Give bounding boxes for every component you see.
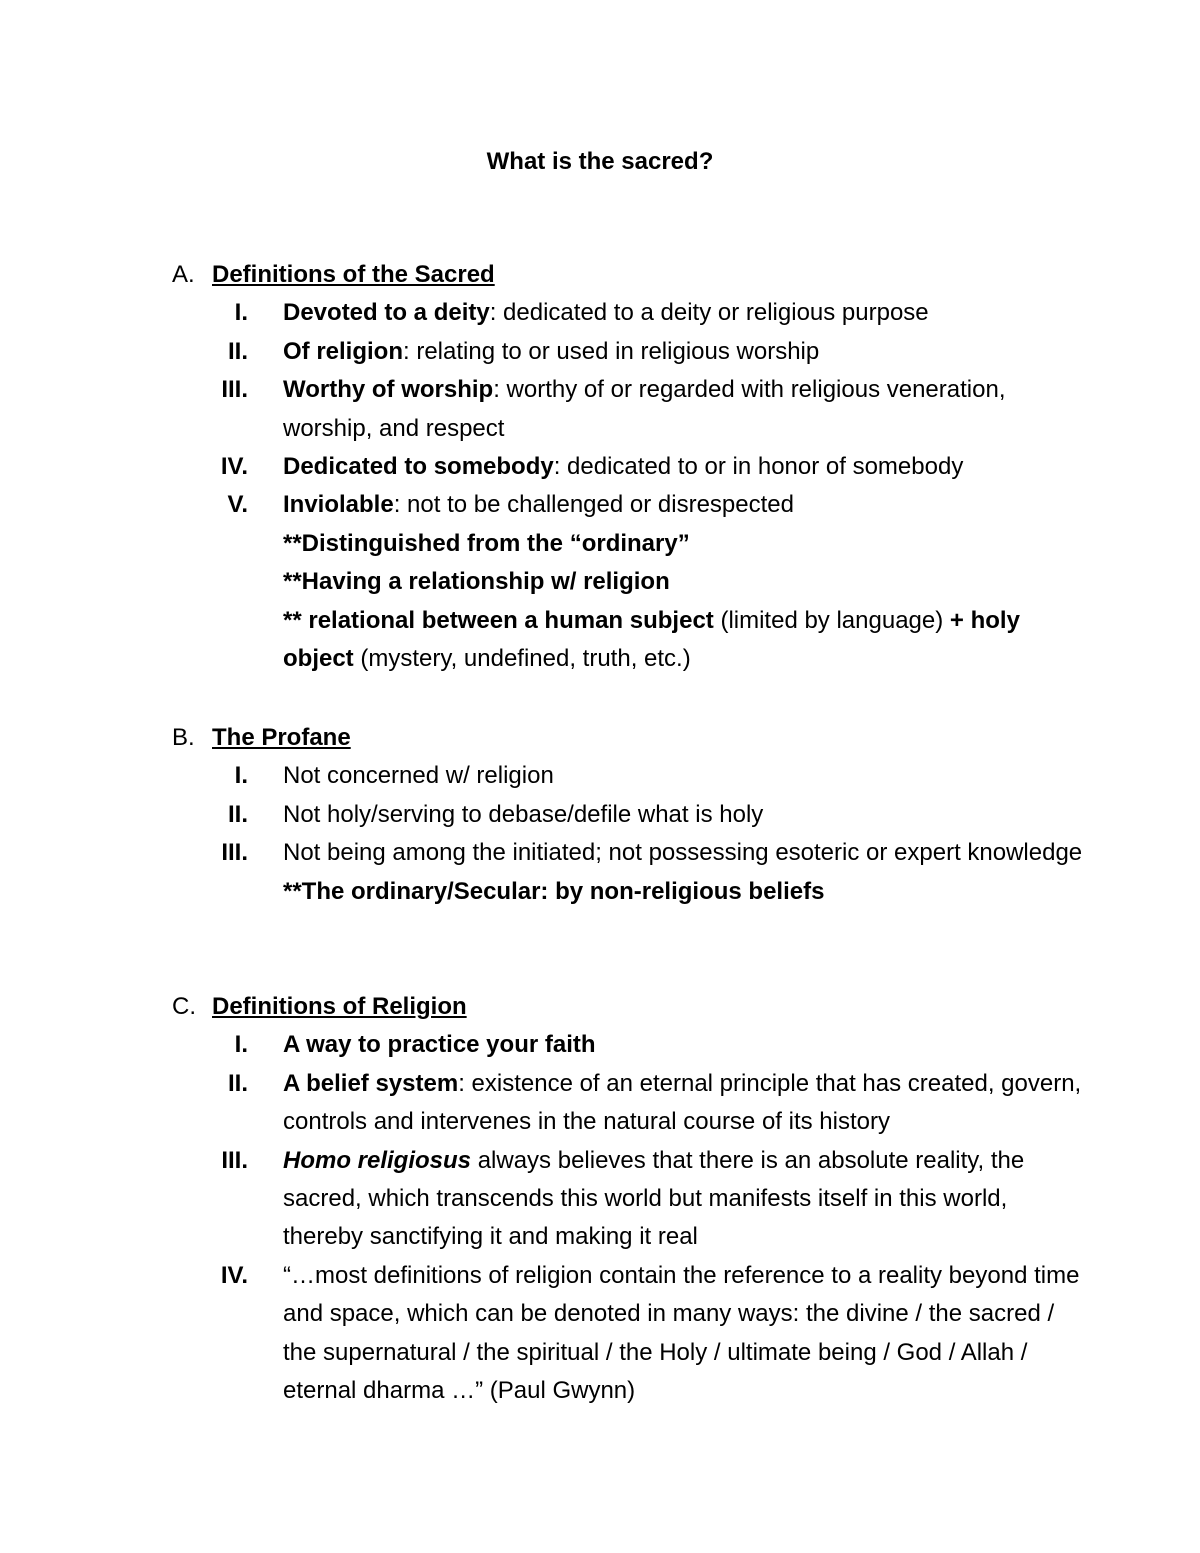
item-term: Of religion xyxy=(283,337,403,365)
list-item xyxy=(0,1065,1200,1142)
item-number: II. xyxy=(227,337,248,365)
section-letter: A. xyxy=(172,261,195,288)
item-number: III. xyxy=(221,376,248,404)
note-secular: **The ordinary/Secular: by non-religious beliefs xyxy=(283,877,825,905)
list-item xyxy=(0,1142,1200,1257)
list-item xyxy=(0,757,1200,795)
note-distinguished: **Distinguished from the “ordinary” xyxy=(283,529,690,557)
section-letter: B. xyxy=(172,724,195,751)
item-number: II. xyxy=(227,1069,248,1097)
section-definitions-religion xyxy=(0,988,1200,1410)
list-item xyxy=(0,1026,1200,1064)
section-heading: Definitions of Religion xyxy=(212,993,467,1020)
list-item xyxy=(0,486,1200,524)
list-item xyxy=(0,796,1200,834)
note-relationship: **Having a relationship w/ religion xyxy=(283,568,670,596)
note-relational xyxy=(283,602,1083,679)
item-text: Not concerned w/ religion xyxy=(283,762,554,790)
item-term: Homo religiosus xyxy=(283,1146,472,1174)
item-number: II. xyxy=(227,800,248,828)
page-title: What is the sacred? xyxy=(486,148,714,175)
list-item xyxy=(0,371,1200,448)
item-term: Devoted to a deity xyxy=(283,299,490,327)
item-definition: : not to be challenged or disrespected xyxy=(393,491,794,519)
note-plain-text: (mystery, undefined, truth, etc.) xyxy=(353,645,691,673)
item-number: I. xyxy=(234,762,248,790)
item-definition: : relating to or used in religious worship xyxy=(403,337,820,365)
item-number: III. xyxy=(221,839,248,867)
item-term: Worthy of worship xyxy=(283,376,494,404)
item-definition: : existence of an eternal principle that has created, govern, controls and intervenes in the natural course of its history xyxy=(283,1069,1082,1136)
item-number: IV. xyxy=(220,1261,248,1289)
section-definitions-sacred xyxy=(0,256,1200,678)
note-plain-text: (limited by language) xyxy=(713,606,950,634)
item-number: I. xyxy=(234,299,248,327)
item-definition: always believes that there is an absolute reality, the sacred, which transcends this world but manifests itself in this world, thereby sanctifying it and making it real xyxy=(283,1146,1025,1251)
item-definition: : dedicated to or in honor of somebody xyxy=(553,453,964,481)
item-quote: “…most definitions of religion contain the reference to a reality beyond time and space, which can be denoted in many ways: the divine / the sacred / the supernatural / the spiritual / the Holy / ultimate being / God / Allah / eternal dharma …” (Paul Gwynn) xyxy=(283,1261,1080,1405)
list-item xyxy=(0,834,1200,872)
list-item xyxy=(0,448,1200,486)
note-bold-text: + holy object xyxy=(283,606,1020,673)
item-number: V. xyxy=(227,491,248,519)
note-bold-text: ** relational between a human subject xyxy=(283,606,714,634)
item-number: I. xyxy=(234,1031,248,1059)
item-term: Inviolable xyxy=(283,491,394,519)
item-text: Not being among the initiated; not possessing esoteric or expert knowledge xyxy=(283,839,1083,867)
list-item xyxy=(0,333,1200,371)
item-definition: : worthy of or regarded with religious veneration, worship, and respect xyxy=(283,376,1006,442)
item-text: Not holy/serving to debase/defile what is holy xyxy=(283,800,764,828)
section-heading: Definitions of the Sacred xyxy=(212,261,495,288)
item-term: A belief system xyxy=(283,1069,459,1097)
item-number: IV. xyxy=(220,453,248,481)
list-item xyxy=(0,294,1200,332)
section-profane xyxy=(0,719,1200,911)
list-item xyxy=(0,1257,1200,1411)
item-definition: : dedicated to a deity or religious purpose xyxy=(489,299,929,327)
item-number: III. xyxy=(221,1146,248,1174)
item-text: A way to practice your faith xyxy=(283,1031,596,1059)
section-letter: C. xyxy=(172,993,196,1020)
item-term: Dedicated to somebody xyxy=(283,453,554,481)
section-heading: The Profane xyxy=(212,724,351,751)
